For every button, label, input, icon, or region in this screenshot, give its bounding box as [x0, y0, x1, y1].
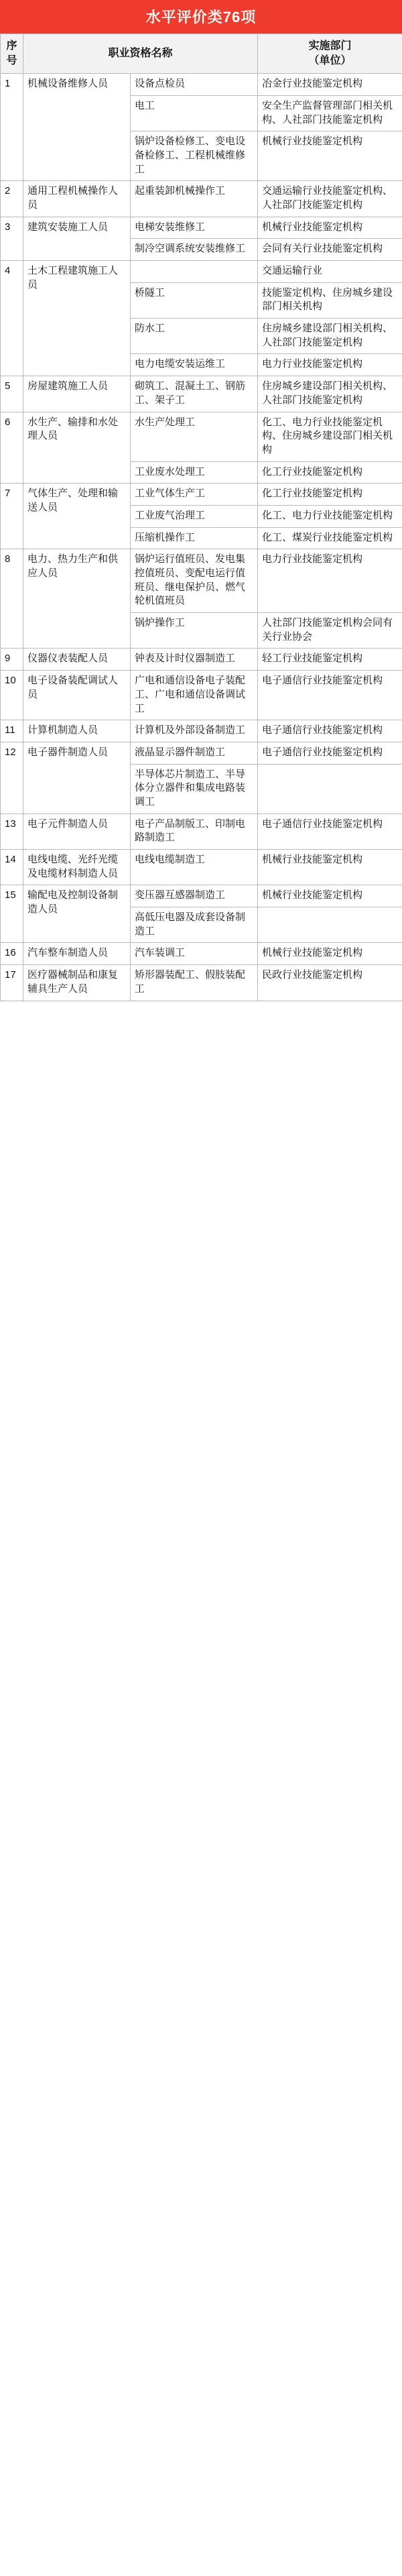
cell-occupation: 锅炉设备检修工、变电设备检修工、工程机械维修工 [131, 131, 258, 181]
cell-occupation: 矫形器装配工、假肢装配工 [131, 965, 258, 1001]
cell-department: 化工行业技能鉴定机构 [258, 461, 402, 484]
cell-category: 土木工程建筑施工人员 [23, 261, 131, 376]
cell-seq: 13 [1, 814, 23, 849]
cell-department: 化工、电力行业技能鉴定机构、住房城乡建设部门相关机构 [258, 412, 402, 461]
cell-seq: 6 [1, 412, 23, 484]
table-row [1, 850, 402, 885]
table-row [1, 181, 402, 217]
cell-seq: 15 [1, 885, 23, 943]
cell-occupation: 电力电缆安装运维工 [131, 354, 258, 376]
cell-department: 人社部门技能鉴定机构会同有关行业协会 [258, 613, 402, 649]
cell-occupation: 电线电缆制造工 [131, 850, 258, 885]
cell-category: 电力、热力生产和供应人员 [23, 549, 131, 649]
cell-department: 化工、电力行业技能鉴定机构 [258, 505, 402, 527]
cell-category: 汽车整车制造人员 [23, 943, 131, 965]
table-row [1, 412, 402, 461]
cell-seq: 10 [1, 671, 23, 720]
cell-occupation: 工业废水处理工 [131, 461, 258, 484]
cell-department: 冶金行业技能鉴定机构 [258, 74, 402, 96]
cell-occupation: 高低压电器及成套设备制造工 [131, 907, 258, 943]
cell-department: 电子通信行业技能鉴定机构 [258, 671, 402, 720]
cell-department: 交通运输行业 [258, 261, 402, 283]
cell-department: 化工行业技能鉴定机构 [258, 484, 402, 506]
cell-department: 电子通信行业技能鉴定机构 [258, 720, 402, 742]
cell-occupation: 工业气体生产工 [131, 484, 258, 506]
cell-category: 机械设备维修人员 [23, 74, 131, 181]
cell-category: 电子器件制造人员 [23, 742, 131, 814]
table-row [1, 376, 402, 412]
cell-department: 电子通信行业技能鉴定机构 [258, 742, 402, 764]
column-header-occupation: 职业资格名称 [23, 34, 258, 74]
cell-occupation: 电子产品制版工、印制电路制造工 [131, 814, 258, 849]
cell-seq: 17 [1, 965, 23, 1001]
cell-category: 气体生产、处理和输送人员 [23, 484, 131, 549]
cell-department [258, 907, 402, 943]
cell-seq: 12 [1, 742, 23, 814]
page [0, 0, 402, 1001]
table-row [1, 484, 402, 506]
column-header-seq: 序号 [1, 34, 23, 74]
cell-occupation: 电工 [131, 95, 258, 131]
table-row [1, 549, 402, 613]
cell-occupation: 工业废气治理工 [131, 505, 258, 527]
table-row [1, 720, 402, 742]
table-body [1, 74, 402, 1001]
cell-department: 电力行业技能鉴定机构 [258, 354, 402, 376]
table-header-row [1, 34, 402, 74]
cell-department: 会同有关行业技能鉴定机构 [258, 239, 402, 261]
cell-category: 计算机制造人员 [23, 720, 131, 742]
cell-occupation: 锅炉操作工 [131, 613, 258, 649]
cell-category: 电子设备装配调试人员 [23, 671, 131, 720]
cell-category: 仪器仪表装配人员 [23, 649, 131, 671]
page-title: 水平评价类76项 [0, 0, 402, 34]
cell-seq: 8 [1, 549, 23, 649]
cell-seq: 16 [1, 943, 23, 965]
table-row [1, 943, 402, 965]
table-row [1, 965, 402, 1001]
cell-seq: 7 [1, 484, 23, 549]
cell-seq: 14 [1, 850, 23, 885]
table-row [1, 671, 402, 720]
table-row [1, 814, 402, 849]
table-row [1, 261, 402, 283]
table-row [1, 742, 402, 764]
cell-seq: 5 [1, 376, 23, 412]
cell-department: 交通运输行业技能鉴定机构、人社部门技能鉴定机构 [258, 181, 402, 217]
cell-occupation: 变压器互感器制造工 [131, 885, 258, 907]
cell-department: 机械行业技能鉴定机构 [258, 850, 402, 885]
cell-department: 化工、煤炭行业技能鉴定机构 [258, 527, 402, 549]
cell-occupation: 砌筑工、混凝土工、钢筋工、架子工 [131, 376, 258, 412]
cell-category: 水生产、输排和水处理人员 [23, 412, 131, 484]
cell-department: 机械行业技能鉴定机构 [258, 885, 402, 907]
cell-seq: 3 [1, 217, 23, 260]
table-row [1, 885, 402, 907]
qualification-table [0, 34, 402, 1001]
cell-category: 输配电及控制设备制造人员 [23, 885, 131, 943]
cell-department: 技能鉴定机构、住房城乡建设部门相关机构 [258, 282, 402, 318]
cell-category: 通用工程机械操作人员 [23, 181, 131, 217]
cell-occupation: 计算机及外部设备制造工 [131, 720, 258, 742]
cell-occupation [131, 261, 258, 283]
cell-department: 电力行业技能鉴定机构 [258, 549, 402, 613]
cell-department: 机械行业技能鉴定机构 [258, 217, 402, 239]
cell-department: 轻工行业技能鉴定机构 [258, 649, 402, 671]
cell-seq: 9 [1, 649, 23, 671]
cell-department: 机械行业技能鉴定机构 [258, 131, 402, 181]
cell-category: 建筑安装施工人员 [23, 217, 131, 260]
cell-seq: 2 [1, 181, 23, 217]
cell-occupation: 钟表及计时仪器制造工 [131, 649, 258, 671]
cell-occupation: 半导体芯片制造工、半导体分立器件和集成电路装调工 [131, 764, 258, 814]
cell-department [258, 764, 402, 814]
column-header-department-line1: 实施部门 [308, 40, 352, 52]
cell-occupation: 水生产处理工 [131, 412, 258, 461]
cell-occupation: 液晶显示器件制造工 [131, 742, 258, 764]
cell-category: 电线电缆、光纤光缆及电缆材料制造人员 [23, 850, 131, 885]
table-row [1, 649, 402, 671]
cell-seq: 1 [1, 74, 23, 181]
cell-occupation: 压缩机操作工 [131, 527, 258, 549]
cell-department: 住房城乡建设部门相关机构、人社部门技能鉴定机构 [258, 376, 402, 412]
cell-category: 房屋建筑施工人员 [23, 376, 131, 412]
cell-occupation: 桥隧工 [131, 282, 258, 318]
cell-department: 安全生产监督管理部门相关机构、人社部门技能鉴定机构 [258, 95, 402, 131]
table-row [1, 217, 402, 239]
table-row [1, 74, 402, 96]
cell-seq: 11 [1, 720, 23, 742]
cell-department: 机械行业技能鉴定机构 [258, 943, 402, 965]
cell-occupation: 汽车装调工 [131, 943, 258, 965]
cell-occupation: 电梯安装维修工 [131, 217, 258, 239]
cell-occupation: 起重装卸机械操作工 [131, 181, 258, 217]
cell-seq: 4 [1, 261, 23, 376]
cell-occupation: 制冷空调系统安装维修工 [131, 239, 258, 261]
column-header-department-line2: （单位） [308, 55, 352, 67]
cell-occupation: 设备点检员 [131, 74, 258, 96]
cell-occupation: 锅炉运行值班员、发电集控值班员、变配电运行值班员、继电保护员、燃气轮机值班员 [131, 549, 258, 613]
cell-category: 医疗器械制品和康复辅具生产人员 [23, 965, 131, 1001]
cell-department: 民政行业技能鉴定机构 [258, 965, 402, 1001]
cell-occupation: 防水工 [131, 319, 258, 354]
cell-department: 住房城乡建设部门相关机构、人社部门技能鉴定机构 [258, 319, 402, 354]
column-header-department [258, 34, 402, 74]
cell-occupation: 广电和通信设备电子装配工、广电和通信设备调试工 [131, 671, 258, 720]
cell-category: 电子元件制造人员 [23, 814, 131, 849]
cell-department: 电子通信行业技能鉴定机构 [258, 814, 402, 849]
